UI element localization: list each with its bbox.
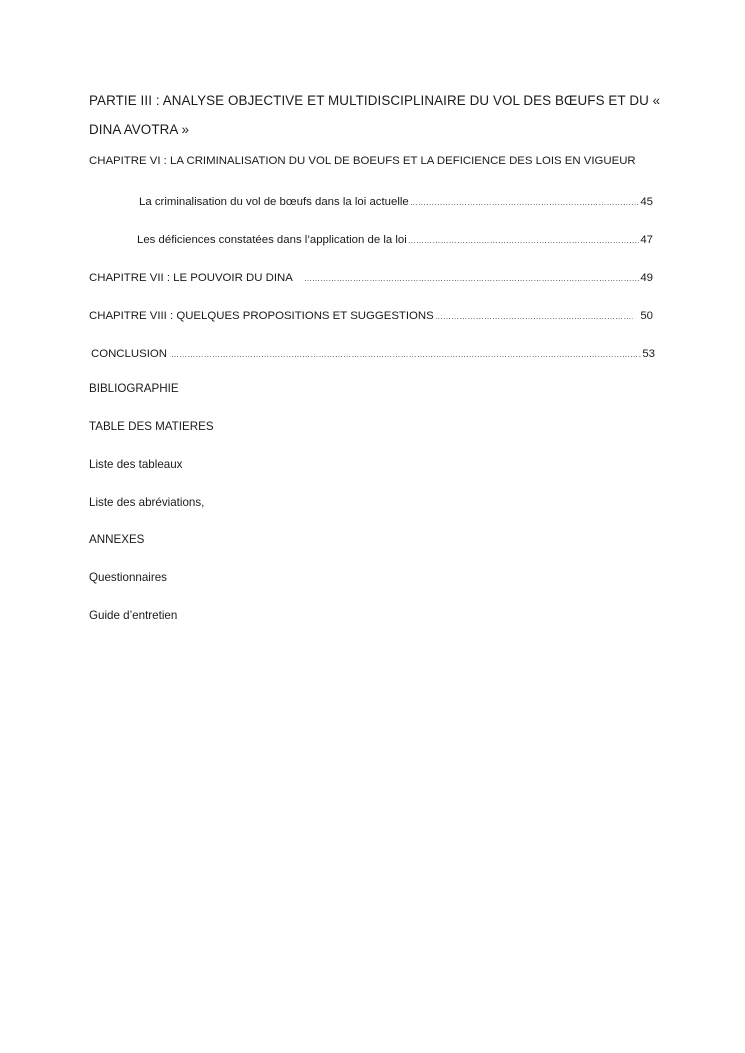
toc-leader-dots: [408, 235, 640, 246]
toc-entry: [139, 192, 653, 208]
toc-item-guide-entretien: Guide d’entretien: [89, 609, 178, 622]
toc-item-bibliographie: BIBLIOGRAPHIE: [89, 382, 179, 395]
toc-item-liste-abreviations: Liste des abréviations,: [89, 496, 205, 509]
toc-item-annexes: ANNEXES: [89, 533, 145, 546]
toc-entry-label: CHAPITRE VII : LE POUVOIR DU DINA: [89, 272, 293, 284]
toc-entry: [89, 306, 653, 322]
toc-leader-dots: [410, 197, 640, 208]
toc-item-table-des-matieres: TABLE DES MATIERES: [89, 420, 214, 433]
toc-item-questionnaires: Questionnaires: [89, 571, 167, 584]
toc-leader-dots: [435, 311, 634, 322]
toc-entry-page: 50: [640, 310, 653, 322]
part-title: PARTIE III : ANALYSE OBJECTIVE ET MULTIDISCIPLINAIRE DU VOL DES BŒUFS ET DU « DINA AVOTRA »: [89, 93, 661, 137]
toc-entry-label: La criminalisation du vol de bœufs dans la loi actuelle: [139, 196, 409, 208]
chapter-6-heading: CHAPITRE VI : LA CRIMINALISATION DU VOL DE BOEUFS ET LA DEFICIENCE DES LOIS EN VIGUEUR: [89, 155, 636, 167]
toc-item-liste-tableaux: Liste des tableaux: [89, 458, 183, 471]
toc-leader-dots: [171, 349, 641, 360]
toc-leader-dots: [304, 273, 640, 284]
toc-entry: [137, 230, 653, 246]
toc-entry-page: 49: [640, 272, 653, 284]
toc-entry: [91, 344, 655, 360]
toc-entry: [89, 268, 653, 284]
toc-entry-label: CHAPITRE VIII : QUELQUES PROPOSITIONS ET SUGGESTIONS: [89, 310, 434, 322]
toc-entry-page: 45: [640, 196, 653, 208]
toc-entry-label: CONCLUSION: [91, 348, 167, 360]
toc-entry-page: 47: [640, 234, 653, 246]
toc-entry-label: Les déficiences constatées dans l’application de la loi: [137, 234, 407, 246]
toc-entry-page: 53: [642, 348, 655, 360]
